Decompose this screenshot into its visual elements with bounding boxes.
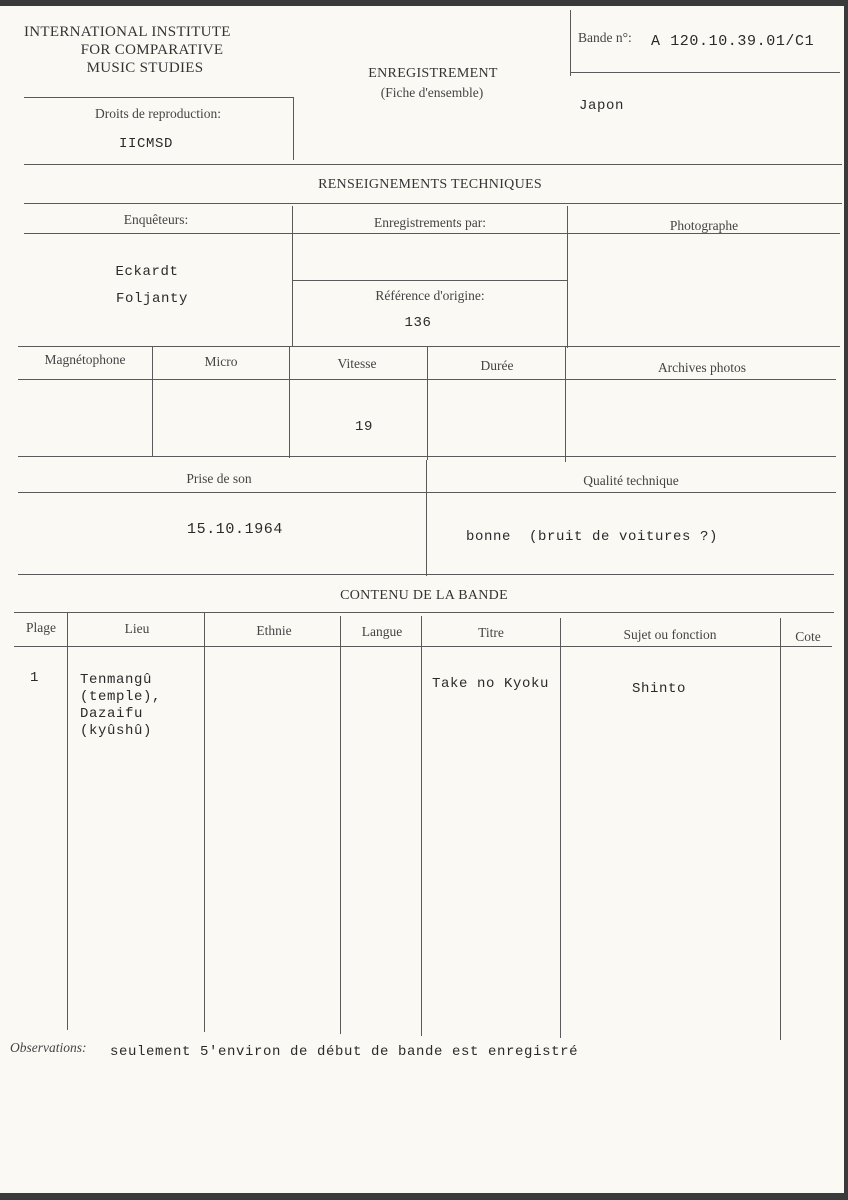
institute-line-2: FOR COMPARATIVE xyxy=(80,42,224,58)
equipment-top-rule xyxy=(18,346,840,347)
row-plage: 1 xyxy=(30,670,40,686)
vitesse-value: 19 xyxy=(354,419,374,435)
row-lieu-line-1: Tenmangû xyxy=(80,672,153,688)
col-cote: Cote xyxy=(795,629,821,644)
reference-label: Référence d'origine: xyxy=(375,288,485,303)
contenu-header-rule xyxy=(14,646,832,647)
enq-col-divider xyxy=(292,206,293,346)
col-ethnie: Ethnie xyxy=(256,623,292,638)
enq-header-rule xyxy=(24,233,840,234)
col-sujet: Sujet ou fonction xyxy=(623,627,717,642)
droits-right-rule xyxy=(293,97,294,160)
row-lieu-line-3: Dazaifu xyxy=(80,706,144,722)
reference-top-rule xyxy=(292,280,567,281)
prise-de-son-date: 15.10.1964 xyxy=(186,521,284,538)
bande-label: Bande n°: xyxy=(578,30,632,45)
content-divider-5 xyxy=(560,618,561,1038)
prise-top-rule xyxy=(18,456,836,457)
eq-divider-2 xyxy=(289,346,290,458)
enqueteur-name-1: Eckardt xyxy=(115,264,179,280)
archives-photos-label: Archives photos xyxy=(657,360,747,375)
row-lieu-line-2: (temple), xyxy=(80,689,162,705)
contenu-top-rule xyxy=(14,612,834,613)
row-lieu-line-4: (kyûshû) xyxy=(80,723,153,739)
observations-value: seulement 5'environ de début de bande est enregistré xyxy=(110,1044,579,1060)
row-sujet: Shinto xyxy=(632,681,687,697)
form-subtitle: (Fiche d'ensemble) xyxy=(380,85,484,100)
enqueteurs-label: Enquêteurs: xyxy=(123,212,189,227)
prise-de-son-label: Prise de son xyxy=(186,471,252,486)
technique-top-rule xyxy=(24,164,842,165)
eq-divider-3 xyxy=(427,346,428,460)
institute-line-3: MUSIC STUDIES xyxy=(86,60,204,76)
technique-bottom-rule xyxy=(24,203,842,204)
col-titre: Titre xyxy=(478,625,504,640)
content-divider-2 xyxy=(204,612,205,1032)
form-title: ENREGISTREMENT xyxy=(368,66,498,81)
enqueteur-name-2: Foljanty xyxy=(115,291,189,307)
enregistrements-par-label: Enregistrements par: xyxy=(373,215,487,230)
prise-bottom-rule xyxy=(18,574,834,575)
eq-divider-1 xyxy=(152,346,153,456)
section-contenu-title: CONTENU DE LA BANDE xyxy=(340,588,508,603)
vitesse-label: Vitesse xyxy=(337,356,377,371)
row-titre: Take no Kyoku xyxy=(432,676,550,692)
droits-label: Droits de reproduction: xyxy=(95,106,221,121)
reference-value: 136 xyxy=(404,315,432,331)
observations-label: Observations: xyxy=(10,1040,87,1055)
prise-header-rule xyxy=(18,492,836,493)
droits-value: IICMSD xyxy=(118,136,174,152)
bande-box-bottom-border xyxy=(570,72,840,73)
col-lieu: Lieu xyxy=(124,621,150,636)
qualite-technique-value: bonne (bruit de voitures ?) xyxy=(466,529,719,545)
col-langue: Langue xyxy=(361,624,403,639)
section-technique-title: RENSEIGNEMENTS TECHNIQUES xyxy=(318,177,542,192)
col-plage: Plage xyxy=(26,620,56,635)
content-divider-3 xyxy=(340,616,341,1034)
content-divider-4 xyxy=(421,616,422,1036)
bande-box-left-border xyxy=(570,10,571,76)
content-divider-1 xyxy=(67,612,68,1030)
bande-number: A 120.10.39.01/C1 xyxy=(651,33,815,50)
institute-line-1: INTERNATIONAL INSTITUTE xyxy=(24,24,231,40)
content-divider-6 xyxy=(780,618,781,1040)
form-sheet xyxy=(0,6,844,1193)
qualite-technique-label: Qualité technique xyxy=(583,473,679,488)
magnetophone-label: Magnétophone xyxy=(44,352,126,367)
photographe-label: Photographe xyxy=(669,218,739,233)
photo-col-divider xyxy=(567,206,568,348)
eq-divider-4 xyxy=(565,346,566,462)
country-value: Japon xyxy=(579,98,625,114)
duree-label: Durée xyxy=(480,358,514,373)
micro-label: Micro xyxy=(204,354,238,369)
prise-divider xyxy=(426,460,427,576)
droits-top-rule xyxy=(24,97,293,98)
